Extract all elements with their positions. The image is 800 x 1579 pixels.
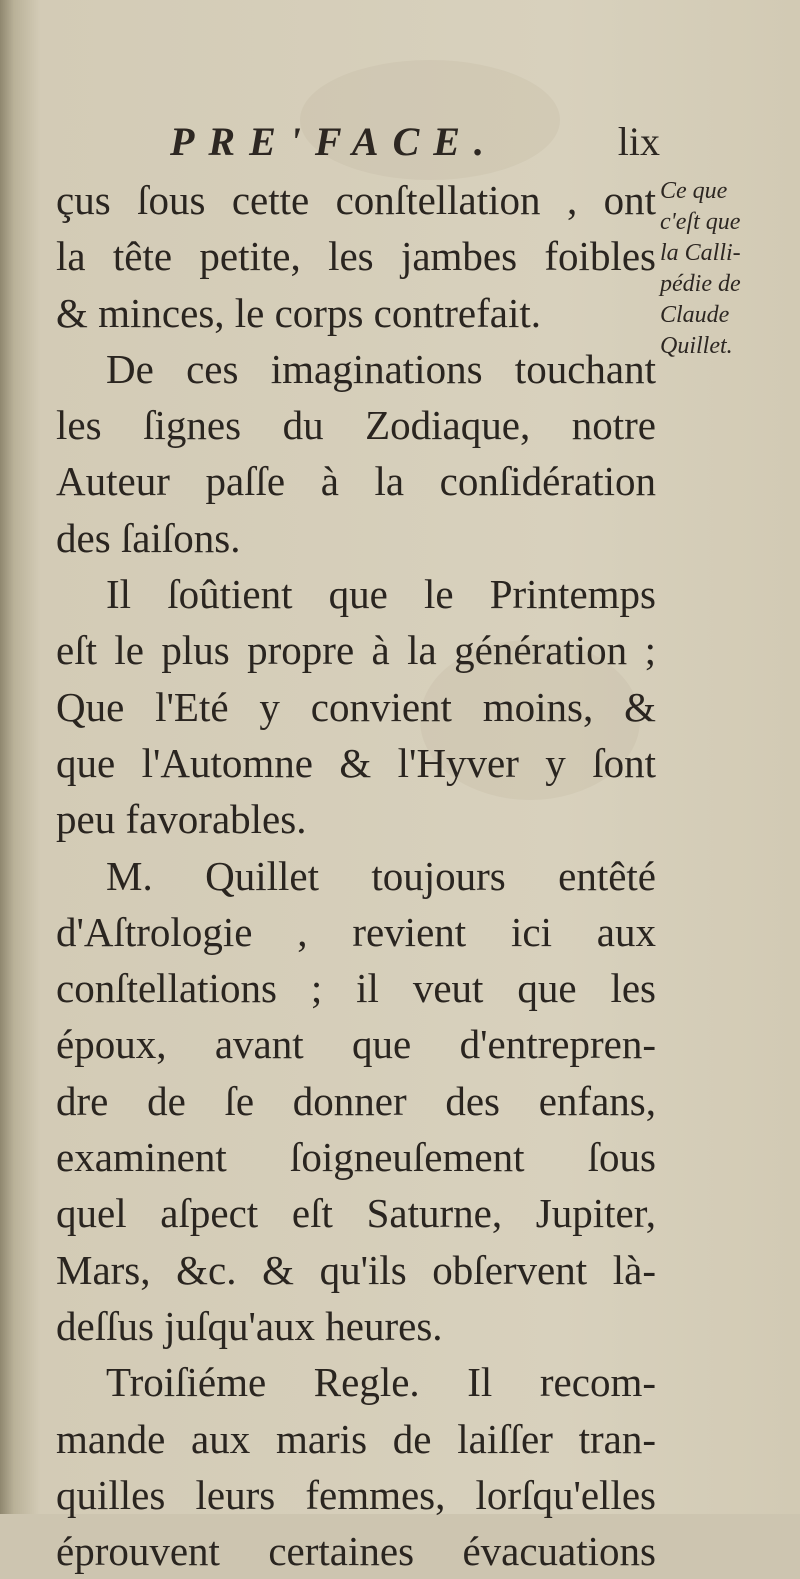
text-line: examinent ſoigneuſement ſous [56,1134,656,1181]
text-line: Troiſiéme Regle. Il recom- [106,1359,656,1406]
page-header [170,118,660,174]
text-line: éprouvent certaines évacuations [56,1528,656,1575]
running-title: PRE'FACE. [170,119,498,164]
text-line: deſſus juſqu'aux heures. [56,1302,443,1349]
text-line: mande aux maris de laiſſer tran- [56,1415,656,1462]
text-line: d'Aſtrologie , revient ici aux [56,908,656,955]
text-line: que l'Automne & l'Hyver y ſont [56,739,656,786]
margin-note-line: c'eſt que [660,209,741,235]
text-line: peu favorables. [56,796,307,843]
text-line: Auteur paſſe à la conſidération [56,458,656,505]
text-line: les ſignes du Zodiaque, notre [56,402,656,449]
text-line: des ſaiſons. [56,514,241,561]
text-line: époux, avant que d'entrepren- [56,1021,656,1068]
text-line: De ces imaginations touchant [106,345,656,392]
body-text [56,172,656,1579]
text-line: quel aſpect eſt Saturne, Jupiter, [56,1190,656,1237]
text-line: eſt le plus propre à la génération ; [56,627,656,674]
text-line: dre de ſe donner des enfans, [56,1077,656,1124]
margin-note [660,176,780,362]
text-line: çus ſous cette conſtellation , ont [56,177,656,223]
margin-note-line: Ce que [660,178,728,204]
text-line: Mars, &c. & qu'ils obſervent là- [56,1246,656,1293]
text-line: M. Quillet toujours entêté [106,852,656,899]
page-number: lix [617,119,660,164]
text-line: conſtellations ; il veut que les [56,965,656,1012]
margin-note-line: Quillet. [660,333,733,359]
text-line: Que l'Eté y convient moins, & [56,683,656,730]
text-line: Il ſoûtient que le Printemps [106,571,656,618]
margin-note-line: la Calli- [660,240,741,266]
text-line: & minces, le corps contrefait. [56,289,541,336]
text-line: la tête petite, les jambes foibles [56,233,656,280]
text-line: quilles leurs femmes, lorſqu'elles [56,1471,656,1518]
margin-note-line: Claude [660,302,730,328]
margin-note-line: pédie de [660,271,741,297]
